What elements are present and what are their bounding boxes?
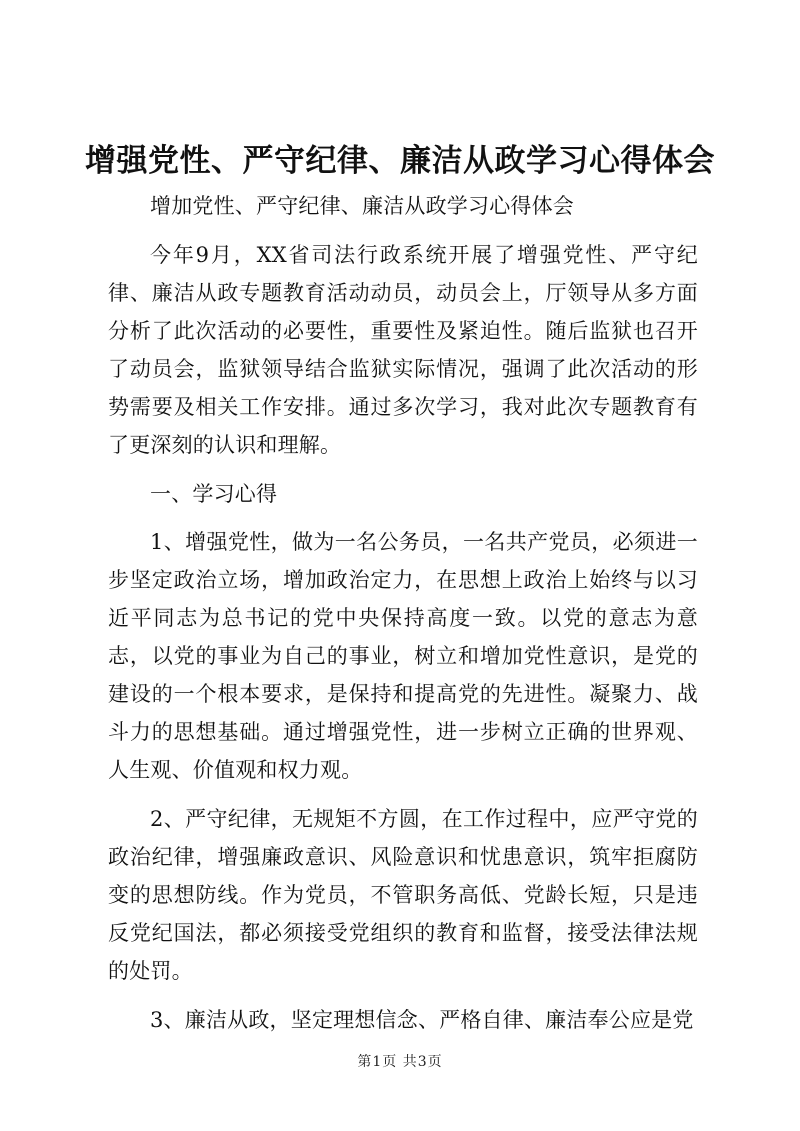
point-3-paragraph: 3、廉洁从政，坚定理想信念、严格自律、廉洁奉公应是党 bbox=[150, 1008, 694, 1032]
document-body bbox=[108, 187, 698, 1050]
point-1-paragraph: 1、增强党性，做为一名公务员，一名共产党员，必须进一步坚定政治立场，增加政治定力，在思想上政治上始终与以习近平同志为总书记的党中央保持高度一致。以党的意志为意志，以党的事业为自己的事业，树立和增加党性意识，是党的建设的一个根本要求，是保持和提高党的先进性。凝聚力、战斗力的思想基础。通过增强党性，进一步树立正确的世界观、人生观、价值观和权力观。 bbox=[108, 530, 698, 782]
point-2-paragraph: 2、严守纪律，无规矩不方圆，在工作过程中，应严守党的政治纪律，增强廉政意识、风险意识和忧患意识，筑牢拒腐防变的思想防线。作为党员，不管职务高低、党龄长短，只是违反党纪国法，都必须接受党组织的教育和监督，接受法律法规的处罚。 bbox=[108, 807, 698, 983]
subtitle-paragraph: 增加党性、严守纪律、廉洁从政学习心得体会 bbox=[150, 194, 574, 218]
intro-paragraph: 今年9月，XX省司法行政系统开展了增强党性、严守纪律、廉洁从政专题教育活动动员，动员会上，厅领导从多方面分析了此次活动的必要性，重要性及紧迫性。随后监狱也召开了动员会，监狱领导结合监狱实际情况，强调了此次活动的形势需要及相关工作安排。通过多次学习，我对此次专题教育有了更深刻的认识和理解。 bbox=[108, 243, 698, 457]
page-footer: 第1页 共3页 bbox=[357, 1054, 443, 1070]
document-title: 增强党性、严守纪律、廉洁从政学习心得体会 bbox=[85, 143, 715, 179]
section-heading: 一、学习心得 bbox=[150, 482, 278, 506]
